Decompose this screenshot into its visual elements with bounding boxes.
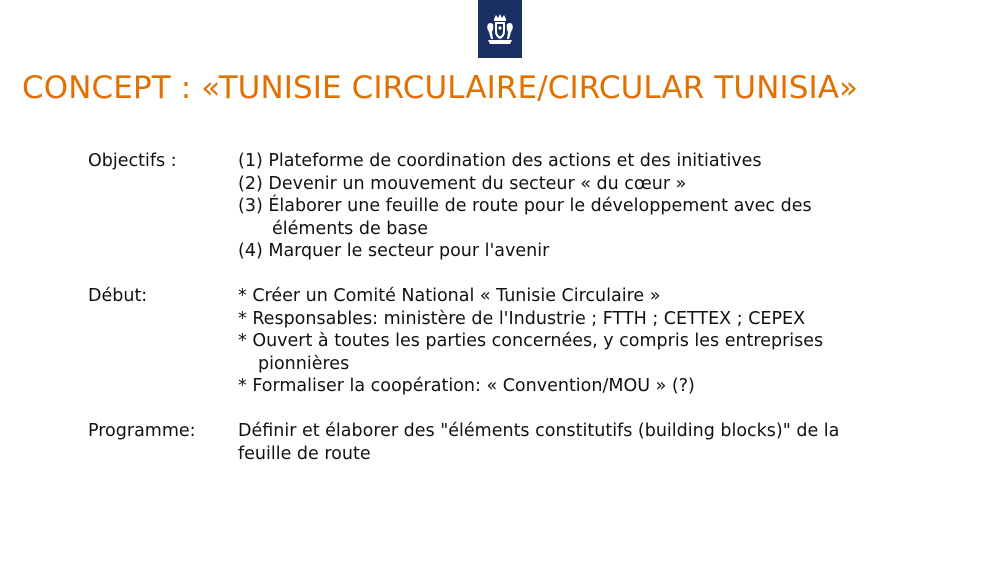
list-item: * Créer un Comité National « Tunisie Circulaire » — [238, 286, 661, 306]
list-item: * Responsables: ministère de l'Industrie ; FTTH ; CETTEX ; CEPEX — [238, 308, 806, 329]
debut-section — [88, 285, 948, 398]
logo-banner — [478, 0, 522, 58]
programme-label: Programme: — [88, 421, 196, 441]
debut-list — [238, 285, 948, 398]
list-item-continuation: éléments de base — [272, 218, 428, 239]
list-item: (3) Élaborer une feuille de route pour le développement avec des — [238, 196, 812, 216]
list-item: (4) Marquer le secteur pour l'avenir — [238, 241, 550, 261]
list-item: * Formaliser la coopération: « Convention/MOU » (?) — [238, 376, 695, 396]
list-item-continuation: pionnières — [258, 353, 350, 374]
objectifs-label: Objectifs : — [88, 151, 177, 171]
debut-label: Début: — [88, 286, 148, 306]
slide-body — [88, 150, 948, 465]
slide-title: CONCEPT : «TUNISIE CIRCULAIRE/CIRCULAR TUNISIA» — [22, 70, 859, 106]
programme-text — [238, 420, 948, 465]
paragraph-line: feuille de route — [238, 443, 371, 464]
programme-section — [88, 420, 948, 465]
list-item: (1) Plateforme de coordination des actions et des initiatives — [238, 151, 762, 171]
dutch-government-crest-icon — [482, 12, 518, 48]
list-item: * Ouvert à toutes les parties concernées, y compris les entreprises — [238, 331, 824, 351]
paragraph-line: Définir et élaborer des "éléments constitutifs (building blocks)" de la — [238, 421, 840, 441]
list-item: (2) Devenir un mouvement du secteur « du cœur » — [238, 173, 687, 194]
objectifs-list — [238, 150, 948, 263]
objectifs-section — [88, 150, 948, 263]
